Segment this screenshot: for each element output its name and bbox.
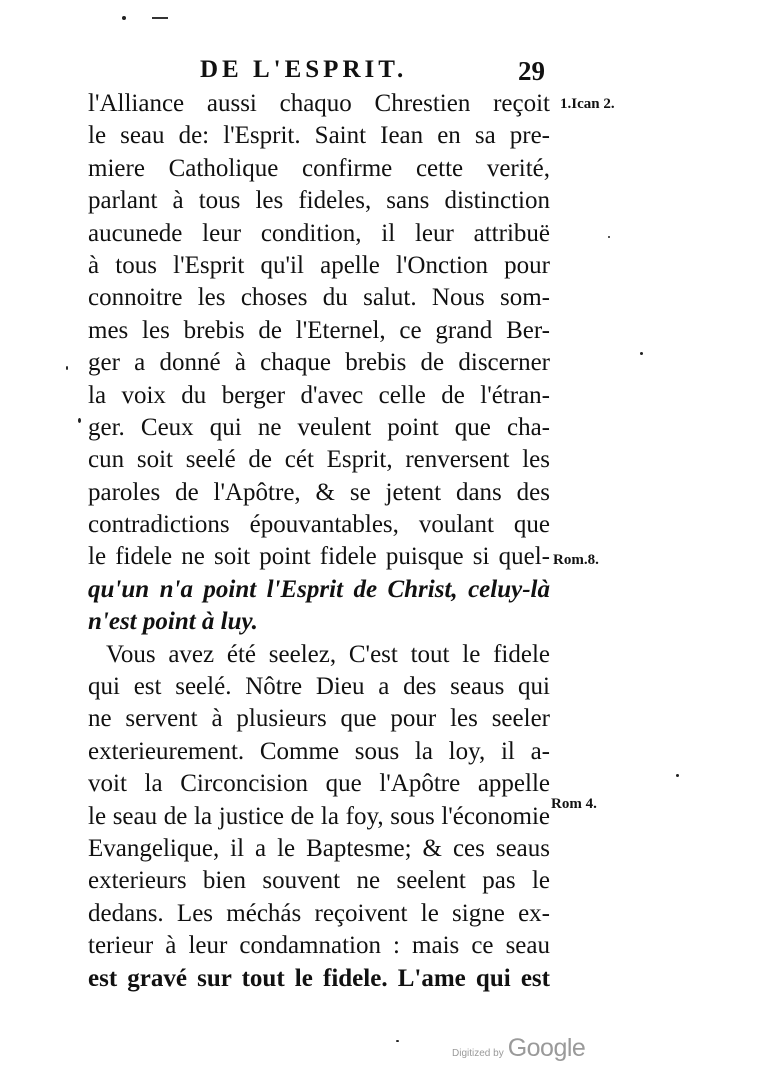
text-line: Evangelique, il a le Baptesme; & ces seaus: [88, 834, 550, 862]
ink-speck: [608, 236, 610, 238]
text-line: dedans. Les méchás reçoivent le signe ex-: [88, 899, 550, 927]
text-line: paroles de l'Apôtre, & se jetent dans des: [88, 478, 550, 506]
google-logo: Google: [507, 1034, 586, 1062]
ink-mark: [152, 17, 168, 19]
text-line: ger a donné à chaque brebis de discerner: [88, 349, 550, 377]
text-line: ger. Ceux qui ne veulent point que cha-: [88, 413, 550, 441]
page-number: 29: [518, 56, 545, 86]
text-line: contradictions épouvantables, voulant que: [88, 511, 550, 539]
text-line: mes les brebis de l'Eternel, ce grand Ber-: [88, 316, 550, 344]
text-line: connoitre les choses du salut. Nous som-: [88, 284, 550, 312]
text-line-italic: qu'un n'a point l'Esprit de Christ, celuy-là: [88, 575, 550, 603]
text-line: est gravé sur tout le fidele. L'ame qui est: [88, 964, 550, 992]
ink-speck: [676, 774, 679, 777]
text-line: à tous l'Esprit qu'il apelle l'Onction pour: [88, 251, 550, 279]
text-line: voit la Circoncision que l'Apôtre appelle: [88, 770, 550, 798]
text-line: exterieurs bien souvent ne seelent pas le: [88, 867, 550, 895]
ink-speck: [640, 352, 643, 355]
ink-speck: [66, 366, 68, 370]
ink-speck: [396, 1040, 399, 1042]
text-line: aucunede leur condition, il leur attribuë: [88, 219, 550, 247]
watermark-prefix: Digitized by: [452, 1048, 504, 1059]
page-header: [200, 56, 545, 90]
text-line: Vous avez été seelez, C'est tout le fidele: [106, 640, 550, 668]
text-line: miere Catholique confirme cette verité,: [88, 154, 550, 182]
margin-reference: Rom 4.: [551, 796, 597, 812]
margin-reference: 1.Ican 2.: [560, 96, 615, 112]
ink-speck: [122, 16, 126, 20]
text-line: le seau de la justice de la foy, sous l'économie: [88, 802, 550, 830]
text-line: la voix du berger d'avec celle de l'étran-: [88, 381, 550, 409]
margin-reference: Rom.8.: [553, 552, 599, 568]
digitized-watermark: [452, 1034, 585, 1064]
text-line: exterieurement. Comme sous la loy, il a-: [88, 737, 550, 765]
text-line: ne servent à plusieurs que pour les seeler: [88, 705, 550, 733]
text-line: parlant à tous les fideles, sans distinction: [88, 187, 550, 215]
text-line: terieur à leur condamnation : mais ce seau: [88, 932, 550, 960]
running-title: DE L'ESPRIT.: [200, 56, 408, 83]
text-line: l'Alliance aussi chaquo Chrestien reçoit: [88, 90, 550, 117]
text-line: le fidele ne soit point fidele puisque si quel-: [88, 543, 550, 571]
body-text: [88, 88, 550, 995]
text-line: le seau de: l'Esprit. Saint Iean en sa pre-: [88, 122, 550, 150]
text-line: qui est seelé. Nôtre Dieu a des seaus qui: [88, 673, 550, 701]
ink-speck: [78, 418, 81, 423]
text-line: cun soit seelé de cét Esprit, renversent les: [88, 446, 550, 474]
text-line-italic: n'est point à luy.: [88, 608, 258, 636]
